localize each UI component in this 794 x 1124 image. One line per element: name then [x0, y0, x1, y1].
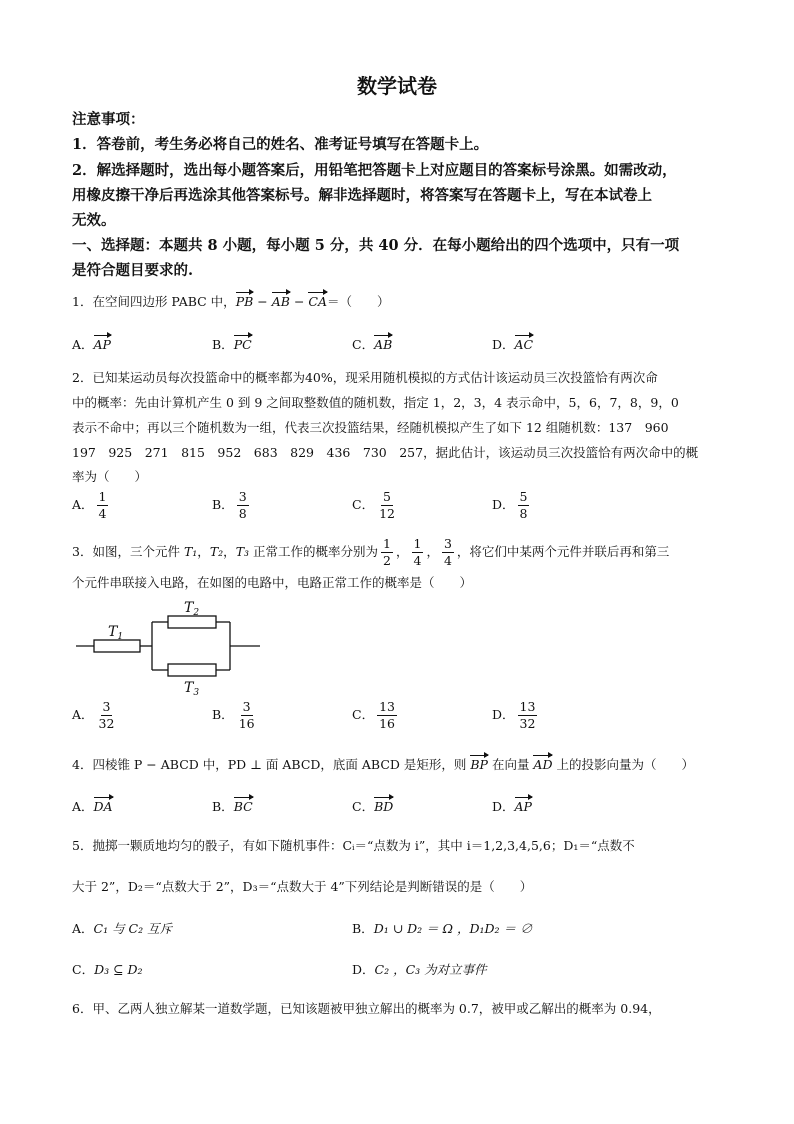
denominator: 4 — [98, 506, 107, 521]
label-t3: $T_3$ — [184, 680, 200, 696]
notice-item-2-line-2: 用橡皮擦干净后再选涂其他答案标号。解非选择题时，将答案写在答题卡上，写在本试卷上 — [72, 187, 652, 204]
option-letter: C． — [352, 707, 375, 722]
denominator: 4 — [413, 553, 422, 568]
option-fraction — [237, 699, 257, 732]
question-3-text: 正常工作的概率分别为 — [249, 544, 379, 559]
denominator: 8 — [519, 506, 528, 521]
numerator: 1 — [413, 536, 422, 551]
notice-item-1: 1．答卷前，考生务必将自己的姓名、准考证号填写在答题卡上。 — [72, 136, 489, 153]
question-4-option-b[interactable] — [212, 795, 253, 815]
question-5-line-1: 5．抛掷一颗质地均匀的骰子，有如下随机事件：Cᵢ＝“点数为 i”，其中 i＝1,2,3,4,5,6；D₁＝“点数不 — [72, 838, 635, 853]
label-t2: $T_2$ — [184, 600, 200, 618]
option-letter: A． — [72, 707, 94, 722]
option-letter: C． — [72, 962, 95, 977]
option-letter: C． — [352, 497, 375, 512]
denominator: 12 — [379, 506, 395, 521]
option-letter: D． — [492, 707, 515, 722]
question-3-line-2: 个元件串联接入电路，在如图的电路中，电路正常工作的概率是（ ） — [72, 575, 473, 590]
question-5-option-b[interactable] — [352, 919, 532, 937]
separator: ， — [223, 544, 236, 559]
notice-heading: 注意事项： — [72, 111, 145, 128]
question-3-text: ，将它们中某两个元件并联后再和第三 — [456, 544, 670, 559]
question-2-line-3: 表示不命中；再以三个随机数为一组，代表三次投篮结果，经随机模拟产生了如下 12 组随机数：137 960 — [72, 420, 669, 435]
denominator: 4 — [443, 553, 452, 568]
question-1-text: 1．在空间四边形 PABC 中， — [72, 294, 236, 309]
question-3-option-a[interactable] — [72, 699, 119, 732]
option-letter: C． — [352, 337, 375, 352]
option-text: C₁ 与 C₂ 互斥 — [93, 921, 173, 936]
probability-fraction — [442, 536, 454, 569]
numerator: 3 — [242, 699, 251, 714]
minus-sign: − — [293, 294, 305, 309]
option-letter: B． — [212, 707, 234, 722]
option-letter: C． — [352, 799, 375, 814]
question-1-stem — [72, 290, 732, 310]
resistor-t2 — [168, 616, 216, 628]
denominator: 32 — [98, 716, 115, 731]
vector-ad: AD — [533, 753, 552, 772]
option-vector: DA — [94, 795, 113, 814]
denominator: 8 — [238, 506, 247, 521]
question-4-text: 在向量 — [487, 757, 534, 772]
question-4-text: 4．四棱锥 P − ABCD 中，PD ⊥ 面 ABCD，底面 ABCD 是矩形，则 — [72, 757, 471, 772]
option-letter: D． — [492, 799, 515, 814]
denominator: 16 — [238, 716, 255, 731]
resistor-t3 — [168, 664, 216, 676]
notice-item-2-line-1: 2．解选择题时，选出每小题答案后，用铅笔把答题卡上对应题目的答案标号涂黑。如需改动， — [72, 162, 677, 179]
option-vector: AP — [94, 333, 111, 352]
option-text: D₁ ∪ D₂ ＝ Ω ，D₁D₂ ＝ ∅ — [373, 921, 533, 936]
option-fraction — [518, 699, 538, 732]
option-letter: D． — [492, 497, 515, 512]
question-4-option-a[interactable] — [72, 795, 113, 815]
option-letter: D． — [352, 962, 375, 977]
question-2-line-2: 中的概率：先由计算机产生 0 到 9 之间取整数值的随机数，指定 1，2，3，4 表示命中，5，6，7，8，9，0 — [72, 395, 679, 410]
question-5-option-c[interactable] — [72, 960, 143, 978]
section-heading-line-1: 一、选择题：本题共 8 小题，每小题 5 分，共 40 分．在每小题给出的四个选项中，只有一项 — [72, 237, 680, 254]
question-2-option-c[interactable] — [352, 489, 400, 522]
option-letter: B． — [212, 799, 234, 814]
option-text: D₃ ⊆ D₂ — [94, 962, 143, 977]
question-5-line-2: 大于 2”，D₂＝“点数大于 2”，D₃＝“点数大于 4”下列结论是判断错误的是（ ） — [72, 879, 533, 894]
element-t2: T₂ — [209, 544, 224, 559]
probability-fraction — [381, 536, 393, 569]
option-letter: B． — [212, 337, 234, 352]
page-title: 数学试卷 — [357, 74, 437, 98]
question-3-option-b[interactable] — [212, 699, 260, 732]
question-2-option-b[interactable] — [212, 489, 252, 522]
numerator: 3 — [443, 536, 452, 551]
option-fraction — [377, 699, 397, 732]
question-4-stem — [72, 753, 732, 773]
denominator: 32 — [519, 716, 536, 731]
option-letter: A． — [72, 799, 94, 814]
option-vector: AB — [374, 333, 392, 352]
question-1-option-d[interactable] — [492, 333, 533, 353]
option-vector: AP — [515, 795, 532, 814]
section-heading-line-2: 是符合题目要求的. — [72, 262, 194, 279]
option-vector: PC — [234, 333, 252, 352]
numerator: 13 — [379, 699, 395, 714]
question-2-line-5: 率为（ ） — [72, 469, 148, 484]
question-4-text: 上的投影向量为（ ） — [552, 757, 694, 772]
option-letter: B． — [352, 921, 374, 936]
option-letter: D． — [492, 337, 515, 352]
option-fraction — [97, 489, 109, 522]
vector-pb: PB — [236, 290, 254, 309]
question-3-text: 3．如图，三个元件 — [72, 544, 184, 559]
question-2-option-d[interactable] — [492, 489, 532, 522]
question-1-option-c[interactable] — [352, 333, 392, 353]
question-3-option-d[interactable] — [492, 699, 540, 732]
question-3-option-c[interactable] — [352, 699, 400, 732]
numerator: 1 — [98, 489, 107, 504]
option-vector: BD — [374, 795, 393, 814]
option-letter: A． — [72, 337, 94, 352]
question-2-line-1: 2．已知某运动员每次投篮命中的概率都为40%，现采用随机模拟的方式估计该运动员三次投篮恰有两次命 — [72, 370, 658, 385]
vector-ab: AB — [272, 290, 290, 309]
denominator: 16 — [379, 716, 395, 731]
numerator: 1 — [383, 536, 391, 551]
denominator: 2 — [383, 553, 391, 568]
vector-ca: CA — [308, 290, 327, 309]
option-letter: A． — [72, 921, 94, 936]
question-2-line-4: 197 925 271 815 952 683 829 436 730 257，据此估计，该运动员三次投篮恰有两次命中的概 — [72, 445, 699, 460]
option-text: C₂ ，C₃ 为对立事件 — [374, 962, 487, 977]
question-4-option-d[interactable] — [492, 795, 532, 815]
question-1-option-a[interactable] — [72, 333, 111, 353]
element-t3: T₃ — [235, 544, 250, 559]
option-fraction — [377, 489, 397, 522]
question-1-option-b[interactable] — [212, 333, 252, 353]
numerator: 5 — [519, 489, 528, 504]
question-5-option-d[interactable] — [352, 960, 487, 978]
numerator: 3 — [238, 489, 247, 504]
minus-sign: − — [257, 294, 268, 309]
option-vector: BC — [234, 795, 253, 814]
option-fraction — [97, 699, 117, 732]
numerator: 5 — [383, 489, 391, 504]
option-letter: A． — [72, 497, 94, 512]
numerator: 13 — [519, 699, 536, 714]
option-letter: B． — [212, 497, 234, 512]
label-t1: $T_1$ — [108, 624, 124, 642]
numerator: 3 — [102, 699, 111, 714]
probability-fraction — [412, 536, 424, 569]
option-vector: AC — [515, 333, 534, 352]
question-5-option-a[interactable] — [72, 919, 172, 937]
notice-item-2-line-3: 无效。 — [72, 212, 116, 229]
element-t1: T₁ — [183, 544, 198, 559]
option-fraction — [518, 489, 530, 522]
circuit-diagram — [72, 596, 272, 696]
separator: ， — [197, 544, 210, 559]
vector-bp: BP — [470, 753, 488, 772]
question-1-blank: ＝（ ） — [327, 294, 390, 309]
question-2-option-a[interactable] — [72, 489, 111, 522]
question-3-line-1: 3．如图，三个元件 T₁，T₂，T₃ 正常工作的概率分别为 $\frac{1}{2}$ ， $\frac{1}{4}$ ， $\frac{3}{4}$ ，将它们中某两个元件并联后再和第三 — [72, 536, 670, 568]
question-4-option-c[interactable] — [352, 795, 393, 815]
option-fraction — [237, 489, 249, 522]
question-6-line-1: 6．甲、乙两人独立解某一道数学题，已知该题被甲独立解出的概率为 0.7，被甲或乙解出的概率为 0.94， — [72, 1001, 661, 1016]
